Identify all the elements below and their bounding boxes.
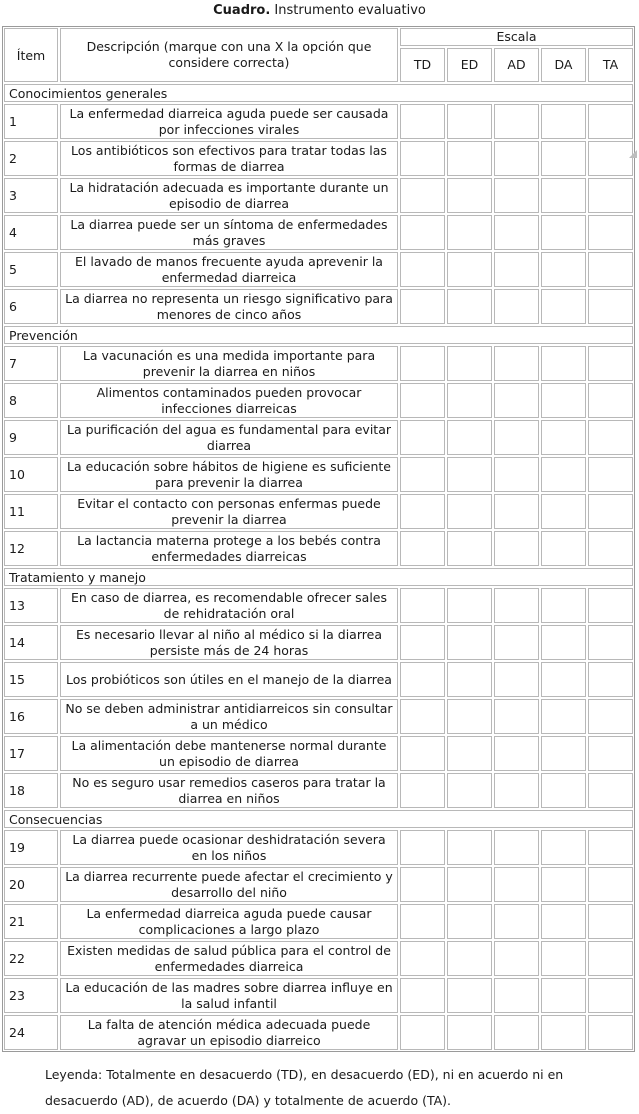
answer-cell-td[interactable] <box>400 830 445 865</box>
answer-cell-da[interactable] <box>541 588 586 623</box>
answer-cell-td[interactable] <box>400 252 445 287</box>
answer-cell-td[interactable] <box>400 289 445 324</box>
answer-cell-ad[interactable] <box>494 699 539 734</box>
answer-cell-ad[interactable] <box>494 215 539 250</box>
item-number: 22 <box>4 941 58 976</box>
answer-cell-da[interactable] <box>541 978 586 1013</box>
item-description: La enfermedad diarreica aguda puede ser causada por infecciones virales <box>60 104 398 139</box>
answer-cell-da[interactable] <box>541 346 586 381</box>
answer-cell-da[interactable] <box>541 531 586 566</box>
section-title: Consecuencias <box>4 810 633 828</box>
table-row <box>4 141 633 176</box>
item-description: La lactancia materna protege a los bebés contra enfermedades diarreicas <box>60 531 398 566</box>
item-number: 18 <box>4 773 58 808</box>
answer-cell-ed[interactable] <box>447 662 492 697</box>
answer-cell-ta[interactable] <box>588 941 633 976</box>
answer-cell-td[interactable] <box>400 588 445 623</box>
answer-cell-da[interactable] <box>541 178 586 213</box>
answer-cell-ad[interactable] <box>494 346 539 381</box>
item-number: 9 <box>4 420 58 455</box>
answer-cell-ed[interactable] <box>447 383 492 418</box>
table-row <box>4 457 633 492</box>
section-row <box>4 326 633 344</box>
answer-cell-td[interactable] <box>400 494 445 529</box>
item-number: 6 <box>4 289 58 324</box>
header-description: Descripción (marque con una X la opción que considere correcta) <box>60 28 398 82</box>
answer-cell-ta[interactable] <box>588 699 633 734</box>
answer-cell-da[interactable] <box>541 904 586 939</box>
header-escala: Escala <box>400 28 633 46</box>
header-item: Ítem <box>4 28 58 82</box>
answer-cell-ed[interactable] <box>447 252 492 287</box>
item-number: 5 <box>4 252 58 287</box>
table-row <box>4 904 633 939</box>
table-row <box>4 699 633 734</box>
header-row <box>4 28 633 46</box>
answer-cell-da[interactable] <box>541 662 586 697</box>
answer-cell-ta[interactable] <box>588 457 633 492</box>
section-row <box>4 810 633 828</box>
answer-cell-ed[interactable] <box>447 736 492 771</box>
answer-cell-ad[interactable] <box>494 104 539 139</box>
answer-cell-td[interactable] <box>400 941 445 976</box>
answer-cell-da[interactable] <box>541 773 586 808</box>
item-number: 7 <box>4 346 58 381</box>
table-row <box>4 978 633 1013</box>
caption-title: Instrumento evaluativo <box>274 3 426 18</box>
table-row <box>4 494 633 529</box>
answer-cell-ad[interactable] <box>494 1015 539 1050</box>
section-row <box>4 568 633 586</box>
item-description: Es necesario llevar al niño al médico si la diarrea persiste más de 24 horas <box>60 625 398 660</box>
table-row <box>4 531 633 566</box>
answer-cell-ta[interactable] <box>588 867 633 902</box>
answer-cell-ed[interactable] <box>447 457 492 492</box>
answer-cell-ed[interactable] <box>447 773 492 808</box>
answer-cell-ta[interactable] <box>588 494 633 529</box>
answer-cell-ed[interactable] <box>447 699 492 734</box>
item-description: La diarrea puede ser un síntoma de enfermedades más graves <box>60 215 398 250</box>
answer-cell-da[interactable] <box>541 457 586 492</box>
table-row <box>4 830 633 865</box>
answer-cell-ta[interactable] <box>588 904 633 939</box>
scale-header-da: DA <box>541 48 586 82</box>
table-row <box>4 289 633 324</box>
answer-cell-da[interactable] <box>541 736 586 771</box>
answer-cell-ed[interactable] <box>447 588 492 623</box>
item-number: 14 <box>4 625 58 660</box>
answer-cell-ed[interactable] <box>447 867 492 902</box>
scale-header-td: TD <box>400 48 445 82</box>
answer-cell-td[interactable] <box>400 346 445 381</box>
answer-cell-da[interactable] <box>541 289 586 324</box>
answer-cell-td[interactable] <box>400 141 445 176</box>
answer-cell-ad[interactable] <box>494 494 539 529</box>
item-description: La falta de atención médica adecuada puede agravar un episodio diarreico <box>60 1015 398 1050</box>
answer-cell-da[interactable] <box>541 141 586 176</box>
answer-cell-td[interactable] <box>400 215 445 250</box>
answer-cell-td[interactable] <box>400 457 445 492</box>
section-title: Conocimientos generales <box>4 84 633 102</box>
answer-cell-ad[interactable] <box>494 252 539 287</box>
table-row <box>4 773 633 808</box>
item-description: Existen medidas de salud pública para el control de enfermedades diarreica <box>60 941 398 976</box>
legend-text: Leyenda: Totalmente en desacuerdo (TD), en desacuerdo (ED), ni en acuerdo ni en desacuerdo (AD), de acuerdo (DA) y totalmente de acuerdo (TA). <box>45 1067 564 1108</box>
table-row <box>4 252 633 287</box>
answer-cell-ad[interactable] <box>494 420 539 455</box>
item-description: La hidratación adecuada es importante durante un episodio de diarrea <box>60 178 398 213</box>
table-row <box>4 662 633 697</box>
answer-cell-ed[interactable] <box>447 178 492 213</box>
answer-cell-ed[interactable] <box>447 978 492 1013</box>
answer-cell-da[interactable] <box>541 625 586 660</box>
item-number: 10 <box>4 457 58 492</box>
item-number: 2 <box>4 141 58 176</box>
answer-cell-ed[interactable] <box>447 104 492 139</box>
answer-cell-da[interactable] <box>541 420 586 455</box>
answer-cell-ed[interactable] <box>447 531 492 566</box>
answer-cell-ad[interactable] <box>494 867 539 902</box>
answer-cell-ed[interactable] <box>447 346 492 381</box>
answer-cell-td[interactable] <box>400 420 445 455</box>
scale-header-ta: TA <box>588 48 633 82</box>
item-description: La enfermedad diarreica aguda puede causar complicaciones a largo plazo <box>60 904 398 939</box>
item-number: 19 <box>4 830 58 865</box>
answer-cell-ad[interactable] <box>494 830 539 865</box>
answer-cell-ad[interactable] <box>494 904 539 939</box>
answer-cell-ad[interactable] <box>494 625 539 660</box>
answer-cell-ed[interactable] <box>447 494 492 529</box>
item-description: La diarrea puede ocasionar deshidratación severa en los niños <box>60 830 398 865</box>
item-description: La educación de las madres sobre diarrea influye en la salud infantil <box>60 978 398 1013</box>
answer-cell-ta[interactable] <box>588 104 633 139</box>
answer-cell-ad[interactable] <box>494 941 539 976</box>
scale-header-ed: ED <box>447 48 492 82</box>
item-description: No se deben administrar antidiarreicos sin consultar a un médico <box>60 699 398 734</box>
corner-marker-icon <box>629 150 637 158</box>
answer-cell-ed[interactable] <box>447 215 492 250</box>
answer-cell-da[interactable] <box>541 867 586 902</box>
item-number: 21 <box>4 904 58 939</box>
answer-cell-td[interactable] <box>400 773 445 808</box>
answer-cell-td[interactable] <box>400 904 445 939</box>
item-description: Los probióticos son útiles en el manejo de la diarrea <box>60 662 398 697</box>
answer-cell-ta[interactable] <box>588 420 633 455</box>
answer-cell-ed[interactable] <box>447 625 492 660</box>
answer-cell-ta[interactable] <box>588 178 633 213</box>
item-description: La purificación del agua es fundamental para evitar diarrea <box>60 420 398 455</box>
answer-cell-ad[interactable] <box>494 141 539 176</box>
table-row <box>4 420 633 455</box>
answer-cell-ta[interactable] <box>588 978 633 1013</box>
answer-cell-ed[interactable] <box>447 904 492 939</box>
answer-cell-ta[interactable] <box>588 346 633 381</box>
item-description: Evitar el contacto con personas enfermas puede prevenir la diarrea <box>60 494 398 529</box>
table-row <box>4 941 633 976</box>
item-number: 24 <box>4 1015 58 1050</box>
item-number: 4 <box>4 215 58 250</box>
answer-cell-td[interactable] <box>400 1015 445 1050</box>
answer-cell-ta[interactable] <box>588 736 633 771</box>
answer-cell-da[interactable] <box>541 383 586 418</box>
table-row <box>4 1015 633 1050</box>
answer-cell-ad[interactable] <box>494 736 539 771</box>
answer-cell-td[interactable] <box>400 978 445 1013</box>
item-description: Los antibióticos son efectivos para tratar todas las formas de diarrea <box>60 141 398 176</box>
item-number: 13 <box>4 588 58 623</box>
item-number: 8 <box>4 383 58 418</box>
answer-cell-ta[interactable] <box>588 215 633 250</box>
item-number: 12 <box>4 531 58 566</box>
item-description: La diarrea recurrente puede afectar el crecimiento y desarrollo del niño <box>60 867 398 902</box>
table-row <box>4 215 633 250</box>
caption-label: Cuadro. <box>213 3 271 18</box>
answer-cell-ed[interactable] <box>447 941 492 976</box>
item-description: La diarrea no representa un riesgo significativo para menores de cinco años <box>60 289 398 324</box>
answer-cell-ed[interactable] <box>447 1015 492 1050</box>
table-row <box>4 383 633 418</box>
answer-cell-ad[interactable] <box>494 289 539 324</box>
item-description: No es seguro usar remedios caseros para tratar la diarrea en niños <box>60 773 398 808</box>
evaluation-table <box>2 26 635 1052</box>
answer-cell-ta[interactable] <box>588 773 633 808</box>
section-title: Tratamiento y manejo <box>4 568 633 586</box>
item-number: 23 <box>4 978 58 1013</box>
section-row <box>4 84 633 102</box>
section-title: Prevención <box>4 326 633 344</box>
table-row <box>4 588 633 623</box>
answer-cell-ad[interactable] <box>494 531 539 566</box>
item-description: La educación sobre hábitos de higiene es suficiente para prevenir la diarrea <box>60 457 398 492</box>
item-description: En caso de diarrea, es recomendable ofrecer sales de rehidratación oral <box>60 588 398 623</box>
answer-cell-ta[interactable] <box>588 588 633 623</box>
answer-cell-ad[interactable] <box>494 773 539 808</box>
answer-cell-ta[interactable] <box>588 531 633 566</box>
table-row <box>4 625 633 660</box>
answer-cell-td[interactable] <box>400 625 445 660</box>
item-number: 11 <box>4 494 58 529</box>
answer-cell-ad[interactable] <box>494 588 539 623</box>
item-number: 3 <box>4 178 58 213</box>
answer-cell-da[interactable] <box>541 941 586 976</box>
answer-cell-ad[interactable] <box>494 178 539 213</box>
answer-cell-td[interactable] <box>400 178 445 213</box>
answer-cell-ta[interactable] <box>588 141 633 176</box>
answer-cell-ta[interactable] <box>588 289 633 324</box>
answer-cell-td[interactable] <box>400 662 445 697</box>
item-number: 17 <box>4 736 58 771</box>
answer-cell-td[interactable] <box>400 531 445 566</box>
item-description: El lavado de manos frecuente ayuda aprevenir la enfermedad diarreica <box>60 252 398 287</box>
table-row <box>4 104 633 139</box>
answer-cell-ed[interactable] <box>447 830 492 865</box>
answer-cell-td[interactable] <box>400 867 445 902</box>
answer-cell-td[interactable] <box>400 383 445 418</box>
answer-cell-ad[interactable] <box>494 662 539 697</box>
answer-cell-ad[interactable] <box>494 383 539 418</box>
answer-cell-ad[interactable] <box>494 457 539 492</box>
answer-cell-ed[interactable] <box>447 141 492 176</box>
answer-cell-da[interactable] <box>541 830 586 865</box>
answer-cell-ta[interactable] <box>588 1015 633 1050</box>
item-number: 16 <box>4 699 58 734</box>
answer-cell-da[interactable] <box>541 494 586 529</box>
answer-cell-td[interactable] <box>400 104 445 139</box>
answer-cell-ad[interactable] <box>494 978 539 1013</box>
scale-header-ad: AD <box>494 48 539 82</box>
table-caption <box>0 2 639 20</box>
answer-cell-da[interactable] <box>541 104 586 139</box>
table-row <box>4 867 633 902</box>
table-row <box>4 346 633 381</box>
answer-cell-da[interactable] <box>541 699 586 734</box>
answer-cell-ta[interactable] <box>588 625 633 660</box>
table-row <box>4 736 633 771</box>
answer-cell-da[interactable] <box>541 215 586 250</box>
answer-cell-ta[interactable] <box>588 383 633 418</box>
answer-cell-ed[interactable] <box>447 289 492 324</box>
answer-cell-ta[interactable] <box>588 830 633 865</box>
answer-cell-ta[interactable] <box>588 662 633 697</box>
item-number: 15 <box>4 662 58 697</box>
item-description: Alimentos contaminados pueden provocar infecciones diarreicas <box>60 383 398 418</box>
table-row <box>4 178 633 213</box>
answer-cell-ta[interactable] <box>588 252 633 287</box>
item-number: 20 <box>4 867 58 902</box>
item-description: La vacunación es una medida importante para prevenir la diarrea en niños <box>60 346 398 381</box>
answer-cell-da[interactable] <box>541 1015 586 1050</box>
item-description: La alimentación debe mantenerse normal durante un episodio de diarrea <box>60 736 398 771</box>
item-number: 1 <box>4 104 58 139</box>
answer-cell-td[interactable] <box>400 736 445 771</box>
answer-cell-da[interactable] <box>541 252 586 287</box>
answer-cell-ed[interactable] <box>447 420 492 455</box>
answer-cell-td[interactable] <box>400 699 445 734</box>
